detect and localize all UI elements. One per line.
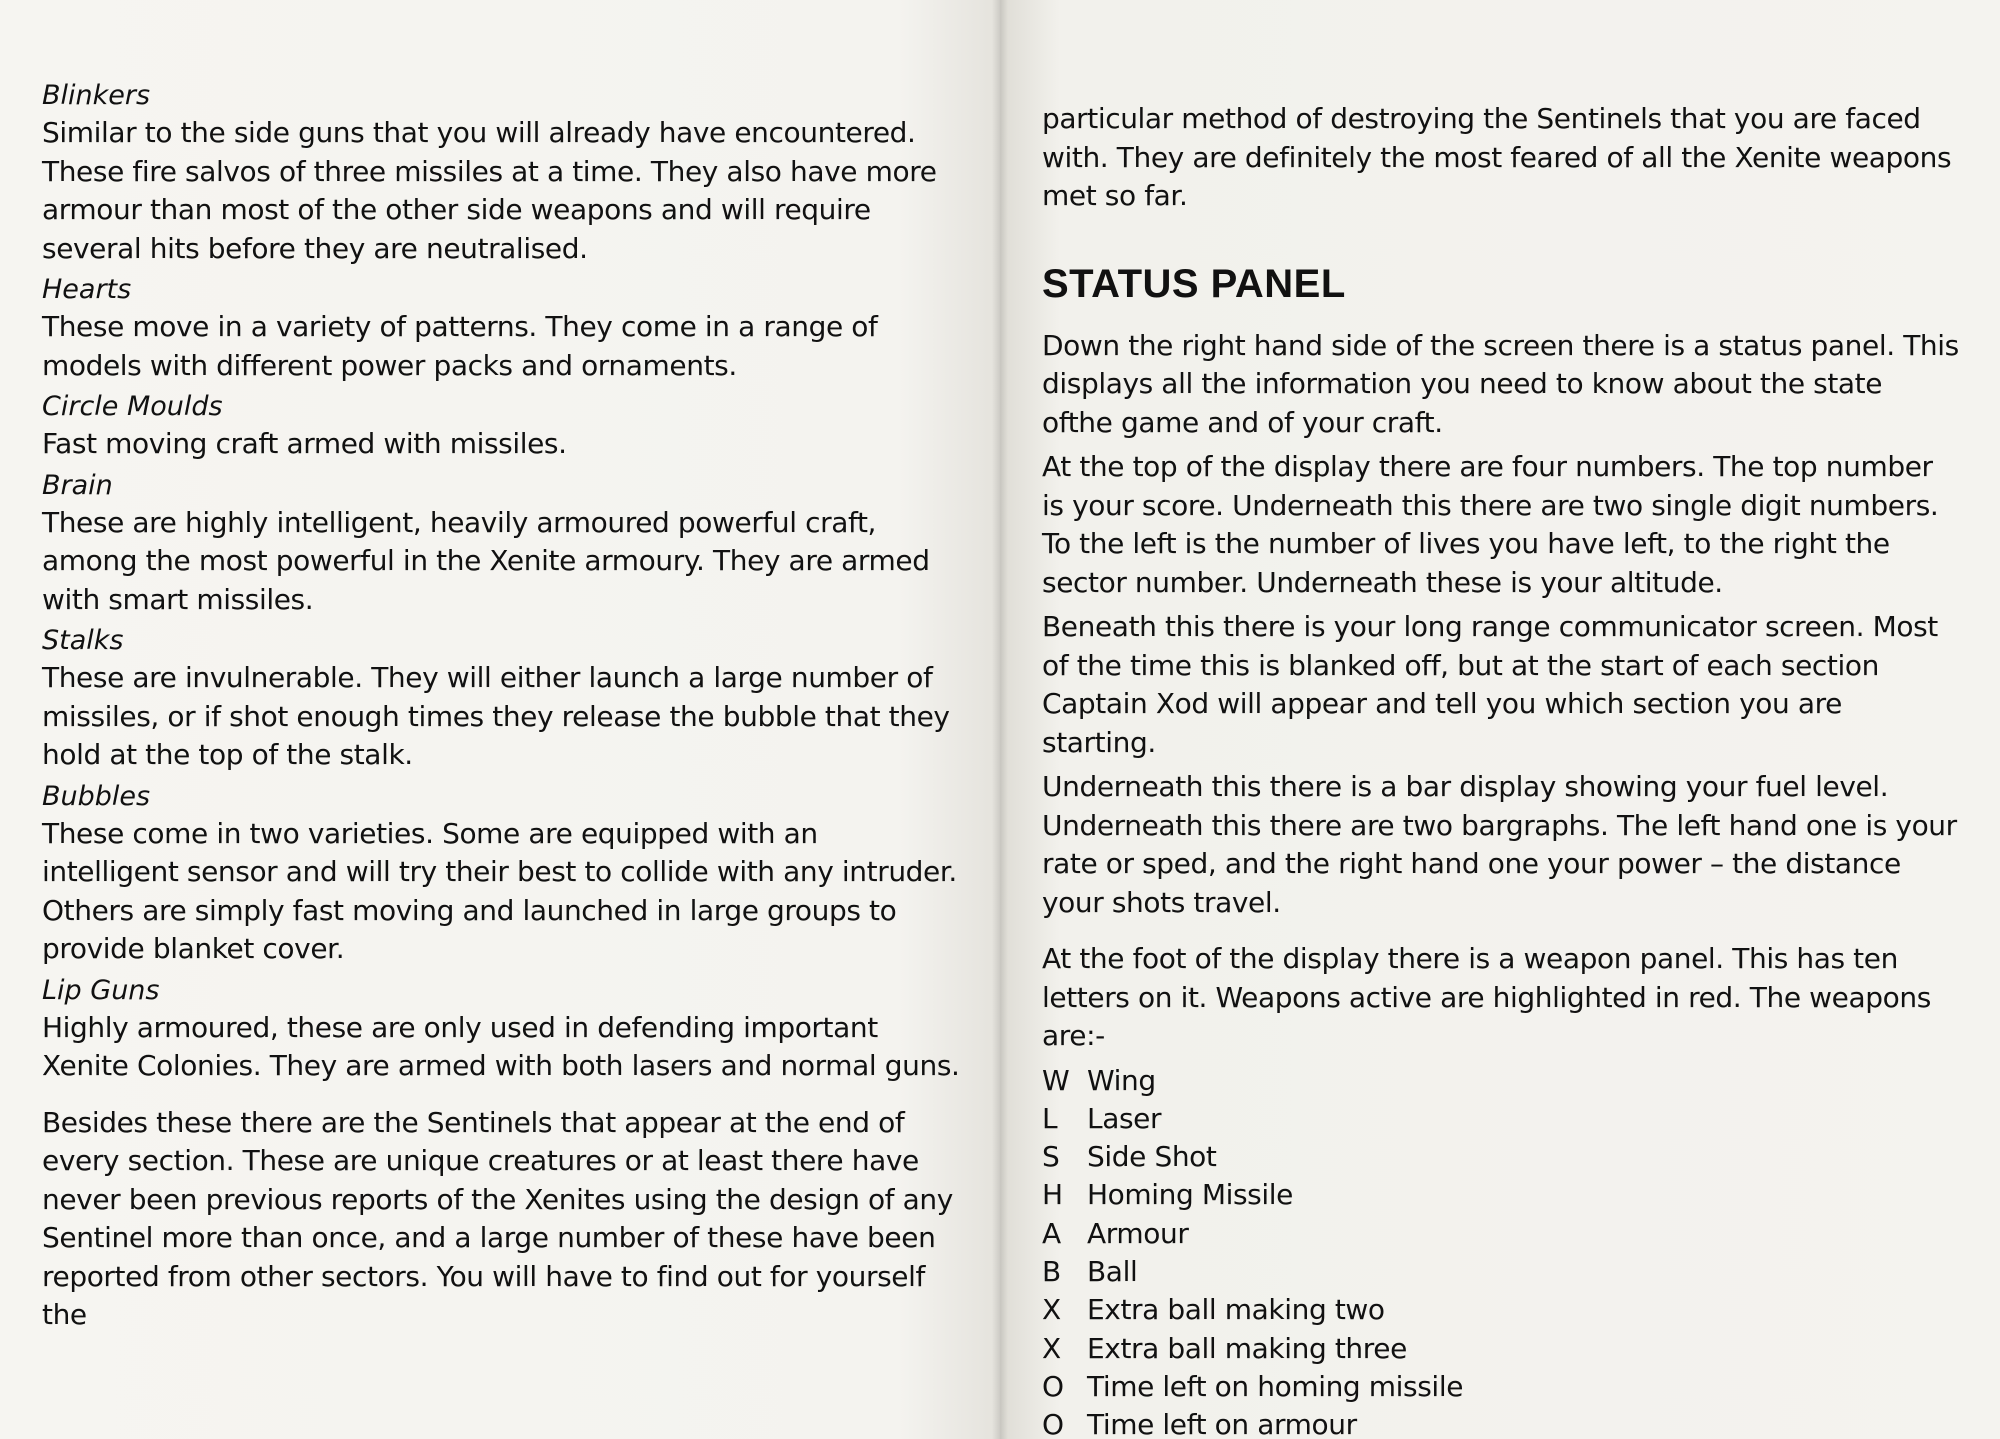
weapon-name: Extra ball making two <box>1087 1293 1385 1327</box>
entry-body: These come in two varieties. Some are equipped with an intelligent sensor and will try their best to collide with any intruder. Others are simply fast moving and launched in large groups to provide blanket cover. <box>42 816 957 965</box>
weapon-item <box>1042 1253 1960 1291</box>
weapon-item <box>1042 1062 1960 1100</box>
weapon-name: Armour <box>1087 1216 1189 1250</box>
entry-title: Circle Moulds <box>42 391 223 422</box>
weapon-letter: L <box>1042 1101 1058 1135</box>
entry-body: These are highly intelligent, heavily armoured powerful craft, among the most powerful in the Xenite armoury. They are armed with smart missiles. <box>42 505 930 616</box>
weapon-letter: A <box>1042 1216 1061 1250</box>
weapon-item <box>1042 1176 1960 1214</box>
entry-title: Stalks <box>42 625 124 656</box>
status-panel-heading: STATUS PANEL <box>1042 261 1346 306</box>
entry-body: These move in a variety of patterns. They come in a range of models with different power packs and ornaments. <box>42 310 878 382</box>
entry-title: Brain <box>42 469 113 501</box>
right-page <box>1000 0 2000 1439</box>
sentinels-paragraph: Besides these there are the Sentinels that appear at the end of every section. These are unique creatures or at least there have never been previous reports of the Xenites using the design of any Sentinel more than once, and a large number of these have been reported from other sectors. You will have to find out for yourself the <box>42 1105 953 1331</box>
entry-title: Hearts <box>42 274 132 305</box>
weapon-list <box>1042 1062 1960 1439</box>
entry-body: Similar to the side guns that you will already have encountered. These fire salvos of three missiles at a time. They also have more armour than most of the other side weapons and will require several hits before they are neutralised. <box>42 116 937 265</box>
status-paragraph: Underneath this there is a bar display showing your fuel level. Underneath this there are two bargraphs. The left hand one is your rate or sped, and the right hand one your power – the distance your shots travel. <box>1042 770 1957 919</box>
weapon-letter: O <box>1042 1408 1064 1439</box>
weapon-name: Laser <box>1087 1101 1162 1135</box>
weapon-letter: X <box>1042 1293 1061 1327</box>
weapon-letter: O <box>1042 1369 1064 1403</box>
status-paragraph: Beneath this there is your long range communicator screen. Most of the time this is blanked off, but at the start of each section Captain Xod will appear and tell you which section you are starting. <box>1042 610 1938 759</box>
weapon-item <box>1042 1406 1960 1439</box>
enemy-entry-bubbles <box>42 779 960 969</box>
weapon-letter: S <box>1042 1140 1060 1174</box>
entry-body: These are invulnerable. They will either launch a large number of missiles, or if shot enough times they release the bubble that they hold at the top of the stalk. <box>42 661 950 771</box>
weapon-letter: H <box>1042 1178 1063 1212</box>
weapon-name: Time left on armour <box>1087 1408 1357 1439</box>
weapon-item <box>1042 1291 1960 1329</box>
weapon-name: Side Shot <box>1087 1140 1217 1174</box>
weapon-name: Time left on homing missile <box>1087 1369 1464 1403</box>
weapon-item <box>1042 1100 1960 1138</box>
entry-body: Fast moving craft armed with missiles. <box>42 427 567 460</box>
status-paragraph: Down the right hand side of the screen there is a status panel. This displays all the information you need to know about the state ofthe game and of your craft. <box>1042 328 1959 439</box>
book-gutter <box>992 0 1008 1439</box>
weapon-letter: W <box>1042 1063 1070 1097</box>
enemy-entry-blinkers <box>42 78 960 268</box>
enemy-entry-stalks <box>42 623 960 775</box>
enemy-entry-lip-guns <box>42 973 960 1086</box>
weapon-name: Ball <box>1087 1254 1138 1288</box>
weapon-name: Homing Missile <box>1087 1178 1293 1212</box>
weapon-item <box>1042 1330 1960 1368</box>
weapon-item <box>1042 1368 1960 1406</box>
weapon-item <box>1042 1138 1960 1176</box>
status-paragraph: At the top of the display there are four numbers. The top number is your score. Underneath this there are two single digit numbers. To the left is the number of lives you have left, to the right the sector number. Underneath these is your altitude. <box>1042 450 1939 599</box>
entry-title: Lip Guns <box>42 974 160 1006</box>
weapon-letter: B <box>1042 1254 1061 1288</box>
status-paragraph: At the foot of the display there is a weapon panel. This has ten letters on it. Weapons active are highlighted in red. The weapons are:- <box>1042 942 1931 1052</box>
entry-title: Bubbles <box>42 780 151 812</box>
entry-body: Highly armoured, these are only used in defending important Xenite Colonies. They are armed with both lasers and normal guns. <box>42 1010 960 1082</box>
entry-title: Blinkers <box>42 80 151 111</box>
weapon-name: Wing <box>1087 1063 1156 1097</box>
weapon-item <box>1042 1215 1960 1253</box>
weapon-name: Extra ball making three <box>1087 1331 1407 1365</box>
enemy-entry-hearts <box>42 272 960 385</box>
enemy-entry-circle-moulds <box>42 389 960 464</box>
enemy-entry-brain <box>42 468 960 620</box>
continuation-paragraph: particular method of destroying the Sentinels that you are faced with. They are definitely the most feared of all the Xenite weapons met so far. <box>1042 102 1952 212</box>
weapon-letter: X <box>1042 1331 1061 1365</box>
